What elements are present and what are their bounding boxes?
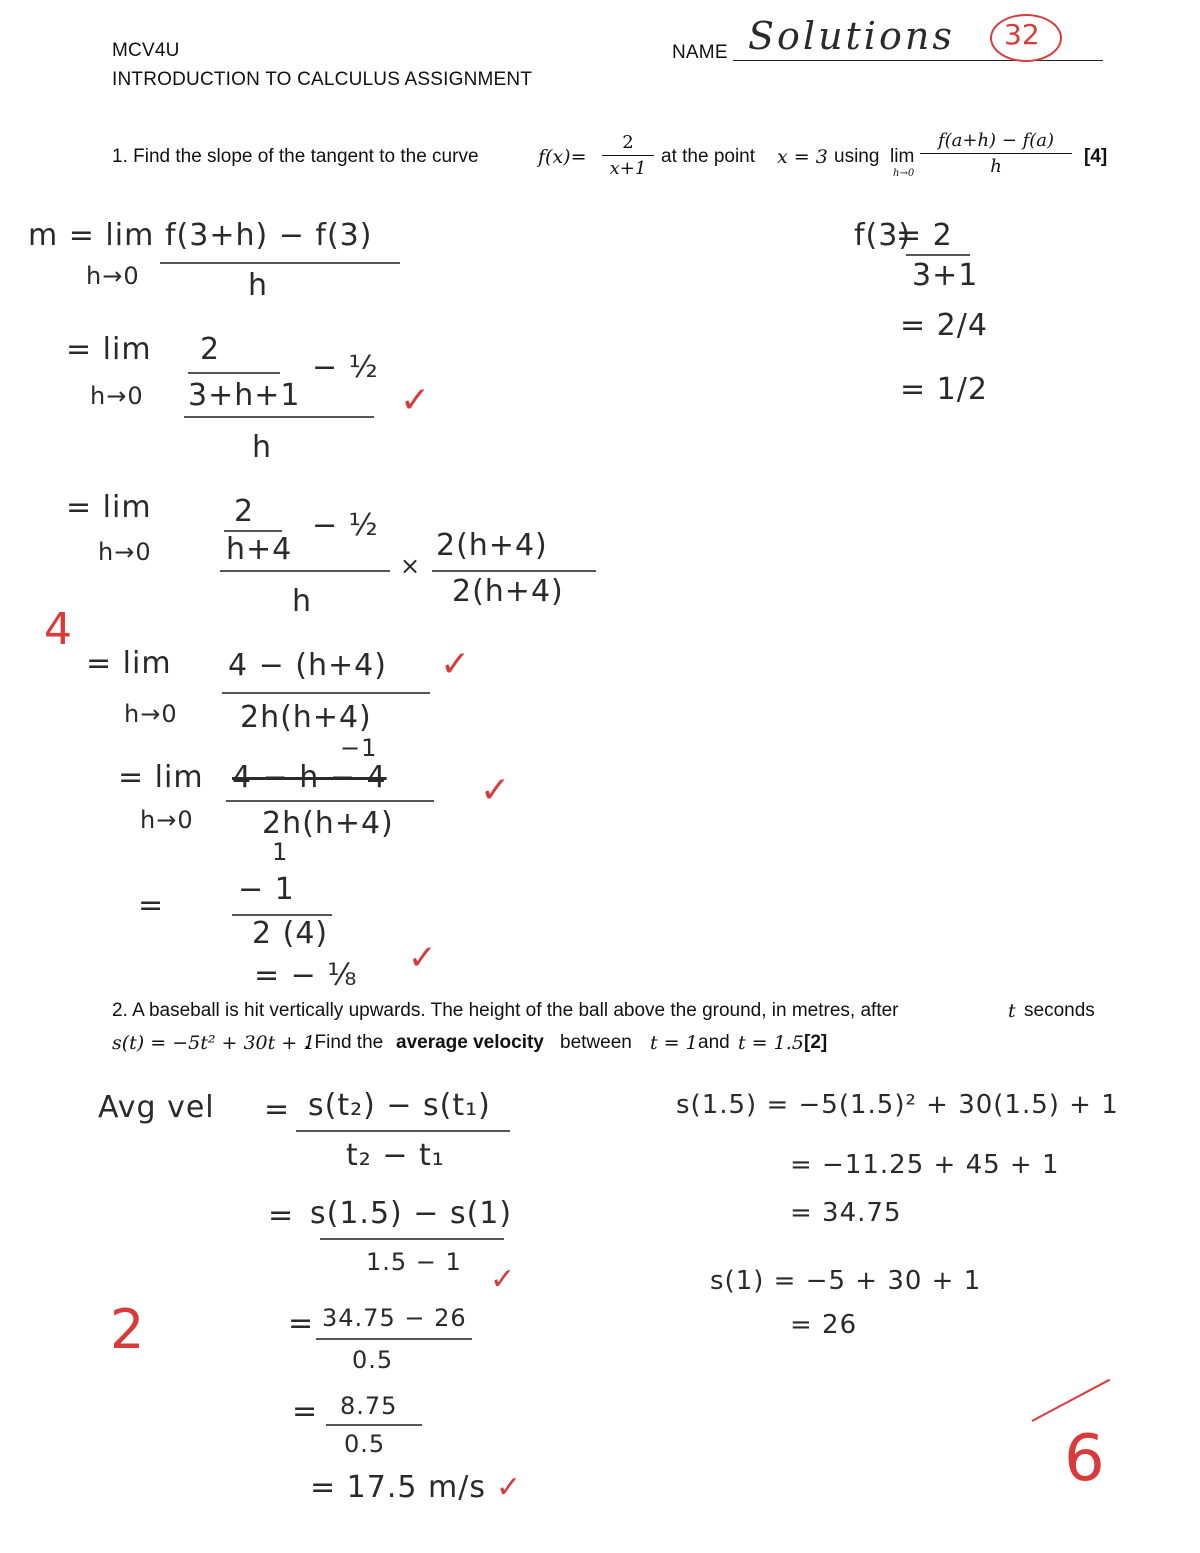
q2-score: 2: [110, 1298, 145, 1361]
q2-and: and: [698, 1032, 730, 1053]
q2-avg-label: Avg vel: [98, 1090, 215, 1125]
q1-line3-mult-den: 2(h+4): [452, 574, 564, 609]
q1-line6-num: − 1: [238, 872, 295, 907]
q1-fx-bar: [602, 155, 654, 156]
q1-lim: lim: [890, 146, 915, 167]
q1-line4-prefix: = lim: [86, 646, 172, 681]
course-code: MCV4U: [112, 40, 180, 61]
q1-line4-num: 4 − (h+4): [228, 648, 387, 683]
q2-equation: s(t) = −5t² + 30t + 1: [112, 1032, 316, 1054]
q1-fx-num: 2: [622, 132, 634, 153]
q2-eq4-prefix: =: [292, 1394, 319, 1429]
q1-line4-den: 2h(h+4): [240, 700, 372, 735]
q2-text-a: 2. A baseball is hit vertically upwards. The height of the ball above the ground, in metres, after: [112, 1000, 899, 1021]
q2-eq2-bar: [320, 1238, 504, 1240]
name-label: NAME: [672, 42, 728, 63]
q2-t2: t = 1.5: [738, 1032, 804, 1054]
q1-line5-num: 4 − h − 4: [232, 760, 387, 795]
q1-f3-label: f(3): [854, 218, 912, 253]
q1-line1-bar: [160, 262, 400, 264]
q1-line1-den: h: [248, 268, 269, 303]
q1-fx: f(x)=: [538, 146, 587, 168]
q2-check-1: ✓: [490, 1262, 516, 1297]
q1-line5-cancel-note: −1: [340, 734, 378, 762]
q1-line7: = − ⅛: [254, 958, 358, 993]
q1-line1-sub: h→0: [86, 262, 140, 290]
q1-line2-den: 3+h+1: [188, 378, 301, 413]
q1-line6-den: 2 (4): [252, 916, 329, 951]
assignment-title: INTRODUCTION TO CALCULUS ASSIGNMENT: [112, 69, 533, 90]
q1-line5-den-note: 1: [272, 838, 289, 866]
q1-line2-bar: [184, 416, 374, 418]
q1-fx-den: x+1: [609, 158, 647, 179]
q1-line2-sub: h→0: [90, 382, 144, 410]
q2-eq4-bar: [326, 1424, 422, 1426]
q2-s15-line2: = −11.25 + 45 + 1: [790, 1150, 1060, 1180]
q1-line3-num: 2: [234, 494, 255, 529]
q2-eq3-prefix: =: [288, 1306, 315, 1341]
q2-eq3-num: 34.75 − 26: [322, 1304, 467, 1332]
q1-text: 1. Find the slope of the tangent to the curve: [112, 146, 479, 167]
q1-line3-prefix: = lim: [66, 490, 152, 525]
q1-line3-den-h: h: [292, 584, 313, 619]
q1-line3-mult-num: 2(h+4): [436, 528, 548, 563]
q1-lim-bar: [920, 153, 1072, 154]
q1-point-text: at the point: [661, 146, 756, 167]
q2-eq3-bar: [316, 1338, 472, 1340]
q2-bold-term: average velocity: [396, 1032, 544, 1053]
q1-line6-prefix: =: [138, 888, 165, 923]
q1-line4-bar: [222, 692, 430, 694]
q2-check-2: ✓: [496, 1470, 522, 1505]
q1-line1-num: f(3+h) − f(3): [165, 218, 373, 253]
q1-line5-bar: [226, 800, 434, 802]
q2-eq1-den: t₂ − t₁: [346, 1138, 445, 1173]
q1-check-1: ✓: [400, 380, 431, 421]
q1-f3-eq3: = 1/2: [900, 372, 988, 407]
q1-line5-den: 2h(h+4): [262, 806, 394, 841]
q1-line3-bar: [220, 570, 390, 572]
q2-find-prefix: . Find the: [304, 1032, 384, 1053]
q2-eq3-den: 0.5: [352, 1346, 394, 1374]
q2-marks: [2]: [804, 1032, 828, 1053]
q2-eq2-num: s(1.5) − s(1): [310, 1196, 513, 1231]
q2-eq4-den: 0.5: [344, 1430, 386, 1458]
q1-point-eq: x = 3: [777, 146, 828, 168]
q1-line2-prefix: = lim: [66, 332, 152, 367]
q1-f3-bar: [906, 254, 970, 256]
q1-f3-eq2: = 2/4: [900, 308, 988, 343]
q2-eq2-prefix: =: [268, 1198, 295, 1233]
q1-check-4: ✓: [408, 938, 437, 978]
q1-line1-prefix: m = lim: [28, 218, 155, 253]
q1-lim-fraction: [920, 130, 1072, 177]
q2-text-b: seconds: [1024, 1000, 1095, 1021]
q2-s15-line1: s(1.5) = −5(1.5)² + 30(1.5) + 1: [676, 1090, 1119, 1120]
q2-eq1-num: s(t₂) − s(t₁): [308, 1088, 491, 1123]
q1-line3-minus: − ½: [312, 508, 379, 543]
q1-check-2: ✓: [440, 644, 471, 685]
q2-eq5: = 17.5 m/s: [310, 1470, 486, 1505]
page-score: 6: [1064, 1422, 1105, 1496]
q1-f3-eq1-num: = 2: [896, 218, 953, 253]
q1-marks: [4]: [1084, 146, 1108, 167]
q1-line3-times: ×: [400, 552, 422, 580]
q1-score: 4: [44, 604, 72, 655]
name-value: Solutions: [748, 14, 955, 58]
total-score: 32: [1004, 18, 1040, 51]
q2-eq1-bar: [296, 1130, 510, 1132]
q1-using: using: [834, 146, 880, 167]
q1-line2-den-h: h: [252, 430, 273, 465]
q2-s1-line1: s(1) = −5 + 30 + 1: [710, 1266, 982, 1296]
q2-eq4-num: 8.75: [340, 1392, 398, 1420]
q1-lim-num: f(a+h) − f(a): [937, 130, 1055, 151]
q1-line3-den: h+4: [226, 532, 293, 567]
q1-line2-minus: − ½: [312, 350, 379, 385]
q2-between: between: [560, 1032, 632, 1053]
q1-check-3: ✓: [480, 770, 511, 811]
q2-s1-line2: = 26: [790, 1310, 858, 1340]
q2-eq2-den: 1.5 − 1: [366, 1248, 462, 1276]
q1-f3-eq1-den: 3+1: [912, 258, 979, 293]
q2-t1: t = 1: [650, 1032, 698, 1054]
q2-t-var: t: [1008, 1000, 1016, 1022]
q2-s15-line3: = 34.75: [790, 1198, 902, 1228]
name-underline: [733, 60, 1103, 61]
q1-line5-sub: h→0: [140, 806, 194, 834]
page-score-stroke: [1032, 1379, 1111, 1422]
q1-line2-num: 2: [200, 332, 221, 367]
q1-lim-den: h: [990, 156, 1002, 177]
q2-eq1-prefix: =: [264, 1092, 291, 1127]
q1-fx-fraction: [602, 132, 654, 179]
q1-lim-sub: h→0: [893, 168, 915, 179]
q1-line3-mult-bar: [432, 570, 596, 572]
q1-line4-sub: h→0: [124, 700, 178, 728]
q1-line5-prefix: = lim: [118, 760, 204, 795]
q1-line2-inner-bar: [188, 372, 280, 374]
q1-line3-sub: h→0: [98, 538, 152, 566]
